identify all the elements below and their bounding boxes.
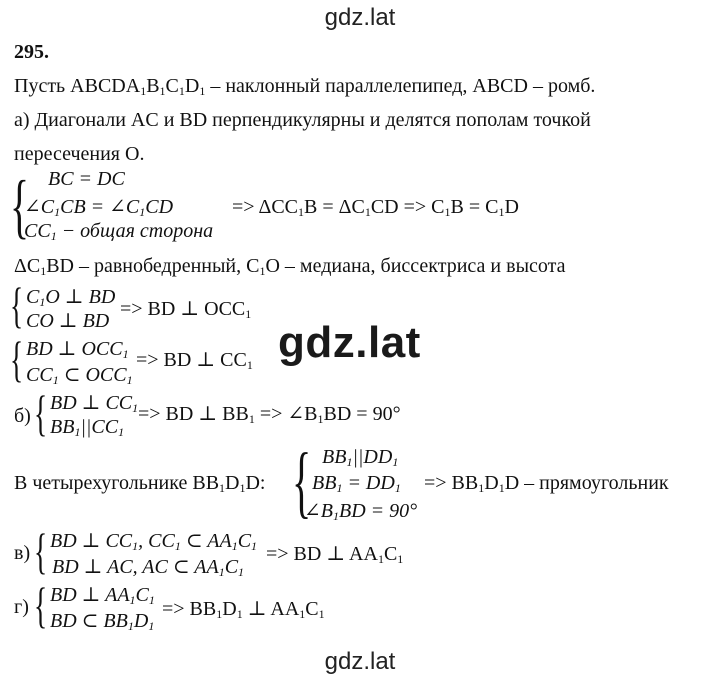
left-brace-icon: {: [10, 277, 24, 333]
system-1-row3: $CC_1$ − общая сторона: [24, 220, 214, 243]
left-brace-icon: {: [292, 438, 312, 526]
watermark-top: gdz.lat: [324, 4, 396, 31]
left-brace-icon: {: [10, 166, 30, 246]
system-4-row2: $BB_1||CC_1$: [50, 416, 125, 439]
system-6-result: => BD ⊥ $AA_1C_1$: [266, 543, 404, 566]
system-3-row1: BD ⊥ $OCC_1$: [26, 338, 129, 361]
system-1-result: => $\Delta CC_1B = \Delta C_1CD => C_1B = C_1D$: [232, 196, 519, 219]
left-brace-icon: {: [10, 331, 24, 387]
left-brace-icon: {: [34, 577, 48, 633]
left-brace-icon: {: [34, 385, 48, 441]
part-g-label: г): [14, 596, 29, 618]
problem-number: 295.: [14, 41, 49, 63]
system-5-row3: $\angle B_1BD = 90^\circ$: [304, 500, 418, 523]
system-6-row1: BD ⊥ $CC_1$, $CC_1$ ⊂ $AA_1C_1$: [50, 530, 258, 553]
part-v-label: в): [14, 542, 31, 564]
system-5-row1: $BB_1||DD_1$: [322, 446, 399, 469]
watermark-bottom: gdz.lat: [324, 648, 396, 675]
system-3-result: => BD ⊥ $CC_1$: [136, 349, 253, 372]
intro-line: Пусть $ABCDA_1B_1C_1D_1$ – наклонный параллелепипед, ABCD – ромб.: [14, 75, 596, 98]
part-a-line1: а) Диагонали AC и BD перпендикулярны и делятся пополам точкой: [14, 109, 591, 131]
system-4-result: => BD ⊥ $BB_1$ => $\angle B_1BD = 90^\circ$: [138, 403, 401, 426]
system-2-row2: CO ⊥ BD: [26, 310, 110, 332]
system-1-row2: $\angle C_1CB$ = $\angle C_1CD$: [24, 196, 174, 219]
system-4-row1: BD ⊥ $CC_1$: [50, 392, 139, 415]
quadrilateral-label: В четырехугольнике $BB_1D_1D$:: [14, 472, 266, 495]
system-3-row2: $CC_1$ ⊂ $OCC_1$: [26, 364, 133, 387]
system-7-result: => $BB_1D_1$ ⊥ $AA_1C_1$: [162, 598, 325, 621]
system-5-result: => $BB_1D_1D$ – прямоугольник: [424, 472, 669, 495]
system-2-row1: $C_1O$ ⊥ BD: [26, 286, 116, 309]
system-5-row2: $BB_1 = DD_1$: [312, 472, 401, 495]
system-7-row2: BD ⊂ $BB_1D_1$: [50, 610, 155, 633]
system-1-row1: BC = DC: [48, 168, 125, 190]
watermark-middle: gdz.lat: [278, 318, 421, 367]
part-a-line2: пересечения O.: [14, 143, 145, 165]
system-2-result: => BD ⊥ $OCC_1$: [120, 298, 252, 321]
triangle-line: $\Delta C_1BD$ – равнобедренный, $C_1O$ – медиана, биссектриса и высота: [14, 255, 566, 278]
part-b-label: б): [14, 405, 31, 427]
system-7-row1: BD ⊥ $AA_1C_1$: [50, 584, 155, 607]
system-6-row2: BD ⊥ AC, AC ⊂ $AA_1C_1$: [52, 556, 245, 579]
left-brace-icon: {: [34, 523, 48, 579]
